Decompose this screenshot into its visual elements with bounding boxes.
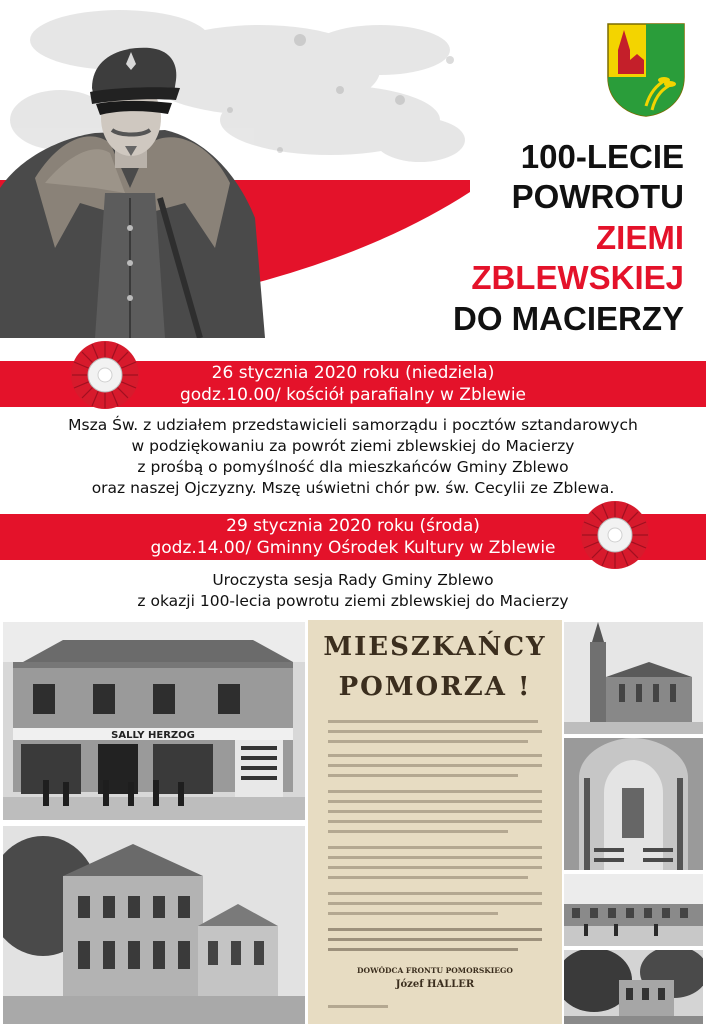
event1-desc-line: z prośbą o pomyślność dla mieszkańców Gminy Zblewo xyxy=(137,458,569,476)
title-line-100-lecie: 100-LECIE xyxy=(520,138,684,175)
historic-building-trees-photo xyxy=(564,950,703,1024)
event1-desc-line: oraz naszej Ojczyzny. Mszę uświetni chór pw. św. Cecylii ze Zblewa. xyxy=(91,479,615,497)
shop-sign-text: SALLY HERZOG xyxy=(111,730,195,741)
cockade-rosette-icon xyxy=(580,500,650,570)
poster-signature-name: Józef HALLER xyxy=(395,979,475,990)
title-line-powrotu: POWROTU xyxy=(511,178,684,215)
title-line-do-macierzy: DO MACIERZY xyxy=(453,300,684,337)
event1-date: 26 stycznia 2020 roku (niedziela) xyxy=(211,363,495,383)
event2-date: 29 stycznia 2020 roku (środa) xyxy=(226,516,480,536)
cockade-rosette-icon xyxy=(70,340,140,410)
event1-desc-line: w podziękowaniu za powrót ziemi zblewskiej do Macierzy xyxy=(131,437,575,455)
historic-church-exterior-photo xyxy=(564,622,703,734)
gmina-zblewo-coat-of-arms xyxy=(606,22,686,118)
poster-signature-title: DOWÓDCA FRONTU POMORSKIEGO xyxy=(357,966,513,975)
title-line-zblewskiej: ZBLEWSKIEJ xyxy=(471,259,684,296)
historic-shop-photo xyxy=(3,622,305,820)
historic-railway-station-photo xyxy=(3,826,305,1024)
event1-description xyxy=(0,415,706,499)
proclamation-poster xyxy=(308,620,562,1024)
event1-desc-line: Msza Św. z udziałem przedstawicieli samorządu i pocztów sztandarowych xyxy=(68,416,638,434)
event2-desc-line: Uroczysta sesja Rady Gminy Zblewo xyxy=(212,571,494,589)
general-portrait-photo xyxy=(0,18,265,338)
poster-headline-2: POMORZA ! xyxy=(338,672,532,702)
event1-place: godz.10.00/ kościół parafialny w Zblewie xyxy=(179,385,527,405)
event2-desc-line: z okazji 100-lecia powrotu ziemi zblewskiej do Macierzy xyxy=(137,592,569,610)
title-line-ziemi: ZIEMI xyxy=(596,219,684,256)
event2-description xyxy=(0,570,706,612)
event2-place: godz.14.00/ Gminny Ośrodek Kultury w Zblewie xyxy=(150,538,556,558)
historic-church-interior-photo xyxy=(564,738,703,870)
poster-headline-1: MIESZKAŃCY xyxy=(323,632,547,662)
historic-street-photo xyxy=(564,874,703,946)
